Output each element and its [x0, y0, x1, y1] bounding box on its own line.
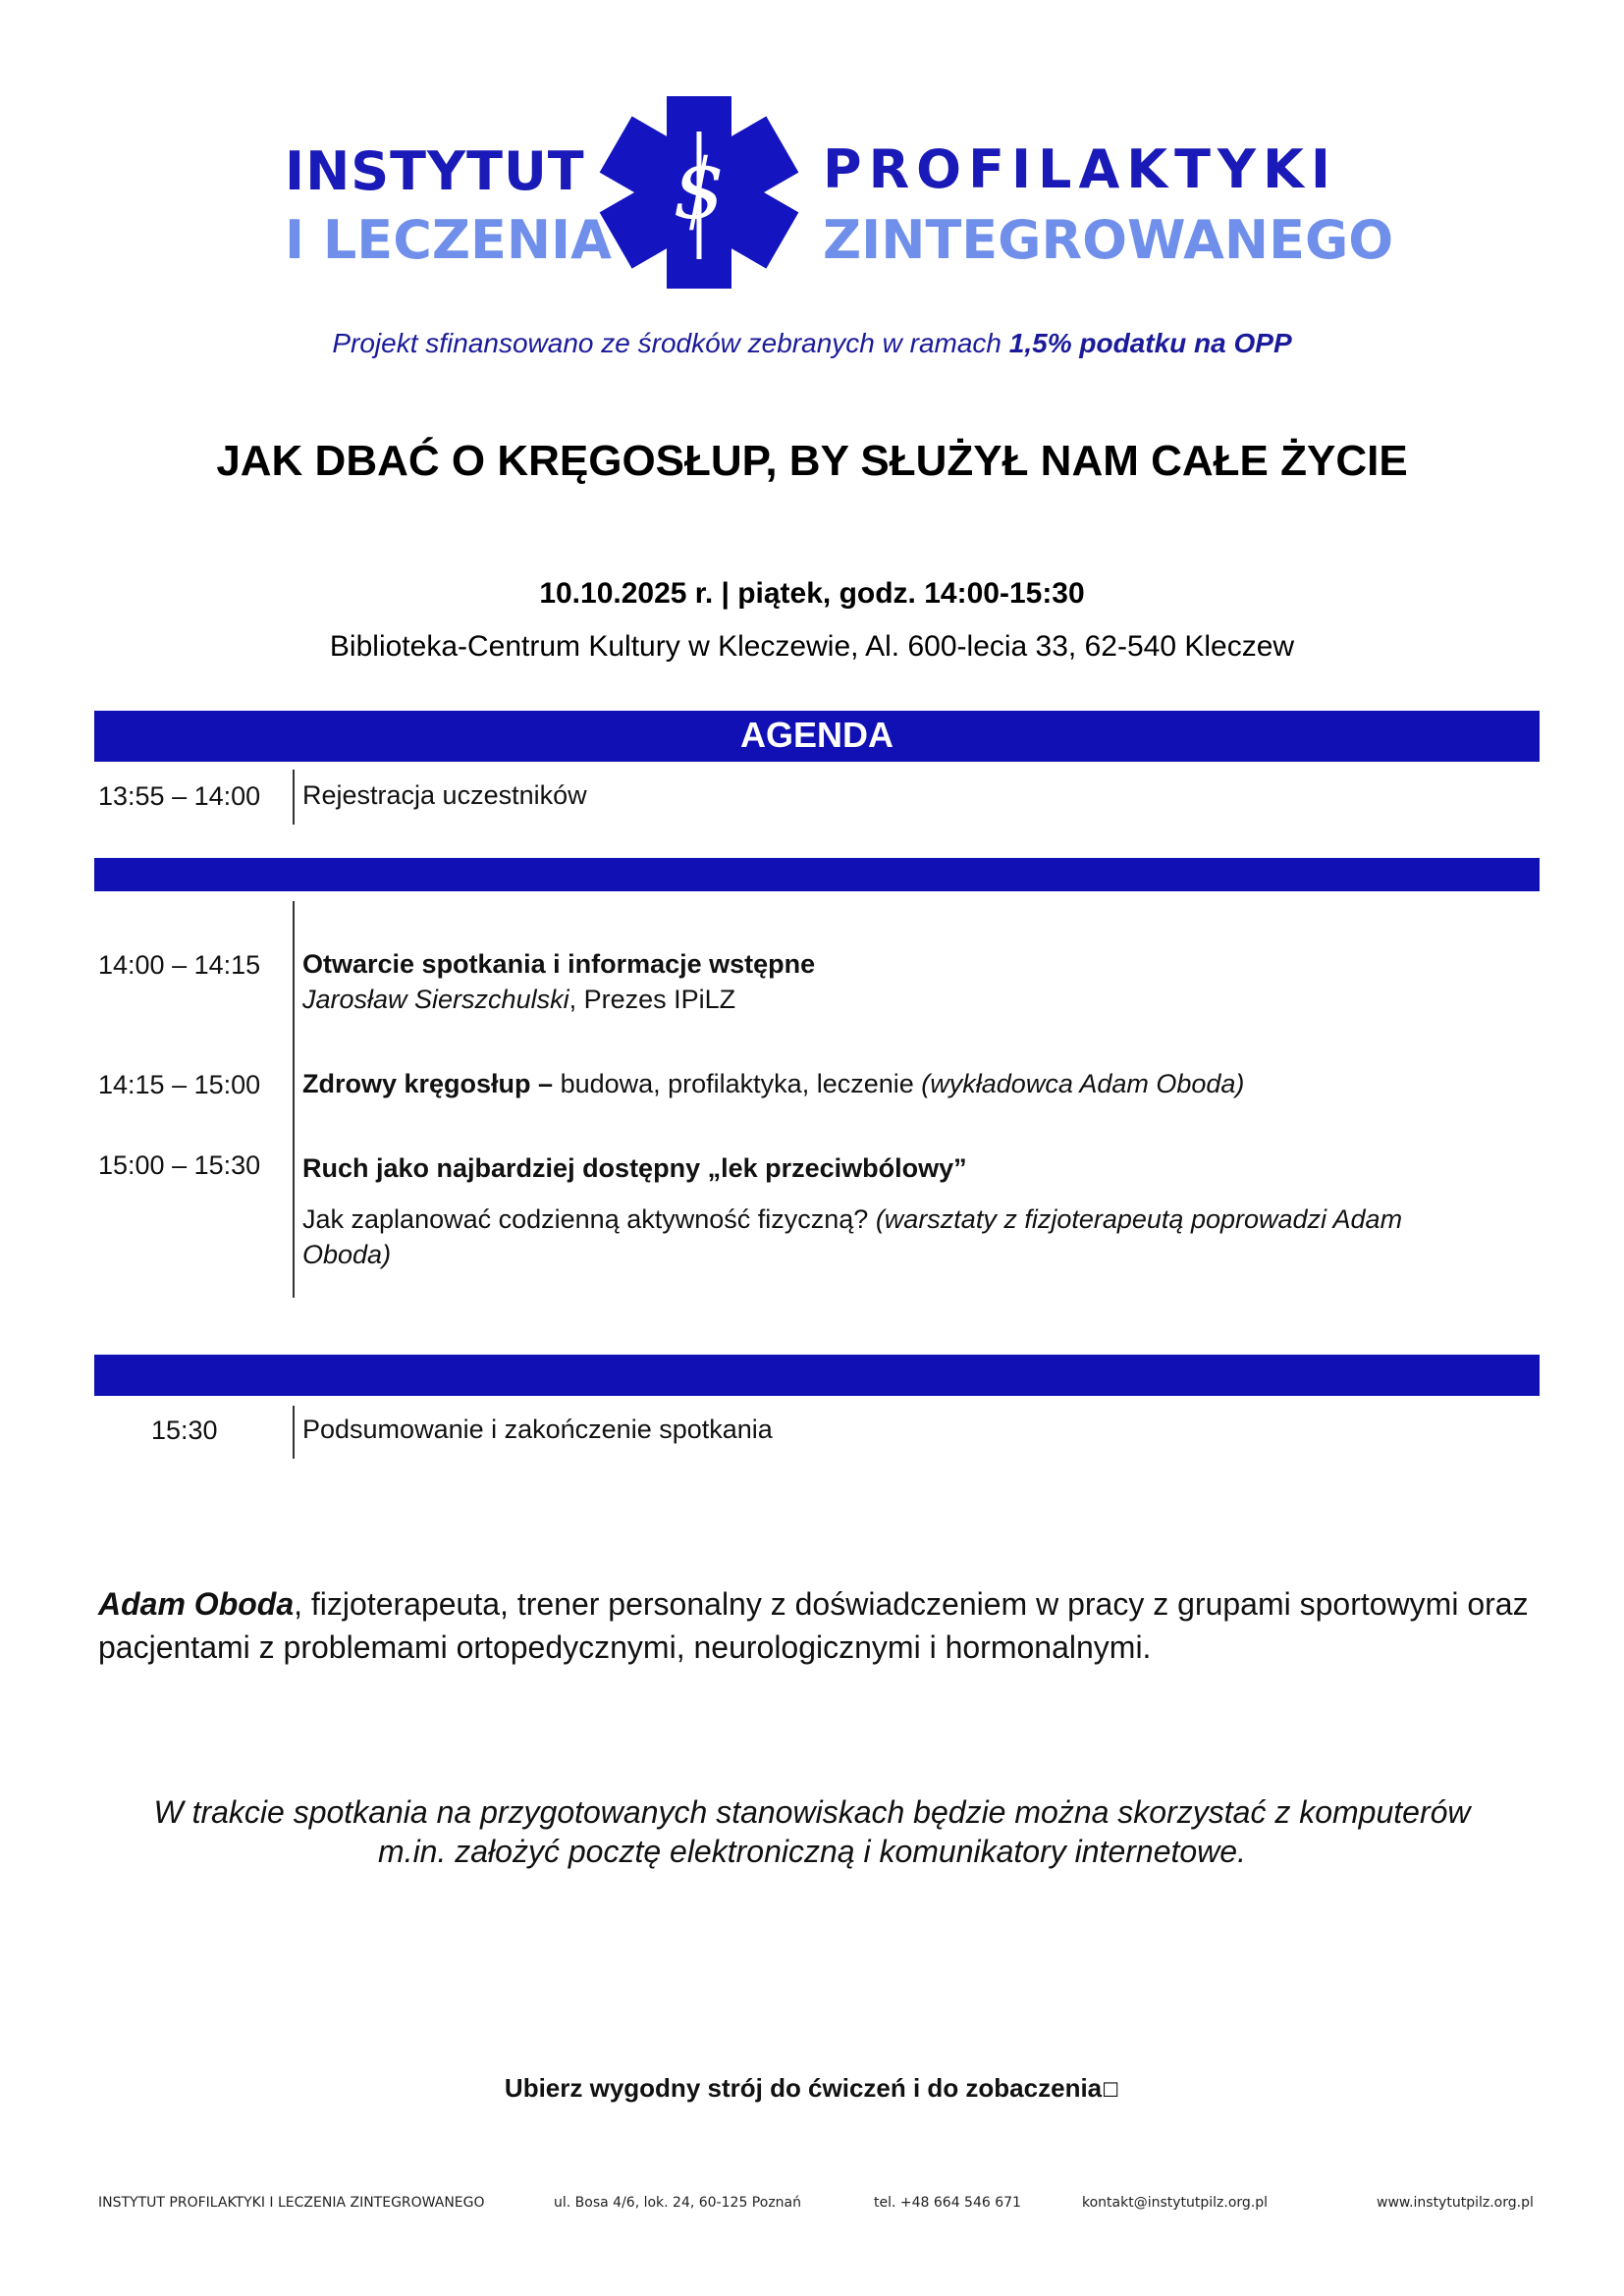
agenda-item-note: (warsztaty z fizjoterapeutą poprowadzi Adam Oboda): [302, 1204, 1403, 1269]
agenda-time-registration: 13:55 – 14:00: [98, 781, 261, 811]
footer-website[interactable]: www.instytutpilz.org.pl: [1377, 2195, 1534, 2211]
agenda-divider: [293, 770, 295, 825]
funding-prefix: Projekt sfinansowano ze środków zebranych w ramach: [332, 328, 1009, 358]
funding-highlight: 1,5% podatku na OPP: [1008, 328, 1292, 358]
agenda-time: 14:00 – 14:15: [98, 950, 261, 980]
closing-line: [0, 2073, 1624, 2104]
agenda-item: [302, 1150, 1481, 1272]
agenda-item-registration: Rejestracja uczestników: [302, 780, 587, 810]
event-title: JAK DBAĆ O KRĘGOSŁUP, BY SŁUŻYŁ NAM CAŁE ŻYCIE: [216, 437, 1408, 485]
computer-note-line1: W trakcie spotkania na przygotowanych stanowiskach będzie można skorzystać z komputerów: [153, 1794, 1471, 1830]
star-of-life-icon: [591, 96, 807, 289]
agenda-item-title: Ruch jako najbardziej dostępny „lek przeciwbólowy”: [302, 1153, 967, 1183]
computer-note-line2: m.in. założyć pocztę elektroniczną i komunikatory internetowe.: [378, 1834, 1246, 1869]
agenda-separator-bar: [94, 1355, 1540, 1396]
agenda-item: [302, 946, 1481, 1017]
speaker-bio-text: , fizjoterapeuta, trener personalny z doświadczeniem w pracy z grupami sportowymi oraz pacjentami z problemami ortopedycznymi, neurologicznymi i hormonalnymi.: [98, 1586, 1529, 1665]
logo-text-i-leczenia: I LECZENIA: [285, 209, 612, 271]
agenda-time: 14:15 – 15:00: [98, 1070, 261, 1099]
agenda-item-text: budowa, profilaktyka, leczenie: [553, 1069, 922, 1098]
agenda-item-note: (wykładowca Adam Oboda): [921, 1069, 1245, 1098]
agenda-divider: [293, 1406, 295, 1459]
agenda-item-title: Otwarcie spotkania i informacje wstępne: [302, 949, 816, 979]
agenda-item: [302, 1066, 1481, 1101]
footer-address: ul. Bosa 4/6, lok. 24, 60-125 Poznań: [554, 2195, 801, 2211]
event-date: 10.10.2025 r. | piątek, godz. 14:00-15:30: [539, 577, 1085, 610]
computer-note: [0, 1792, 1624, 1871]
footer-email[interactable]: kontakt@instytutpilz.org.pl: [1082, 2195, 1269, 2211]
agenda-item-text: Jak zaplanować codzienną aktywność fizyczną?: [302, 1204, 876, 1234]
agenda-divider: [293, 901, 295, 1298]
agenda-item-closing: Podsumowanie i zakończenie spotkania: [302, 1415, 773, 1444]
event-venue: Biblioteka-Centrum Kultury w Kleczewie, Al. 600-lecia 33, 62-540 Kleczew: [329, 630, 1295, 663]
agenda-time: 15:00 – 15:30: [98, 1150, 261, 1180]
agenda-time-closing: 15:30: [151, 1415, 218, 1445]
logo-text-instytut: INSTYTUT: [285, 140, 585, 202]
agenda-speaker-role: , Prezes IPiLZ: [568, 985, 736, 1014]
logo-text-zintegrowanego: ZINTEGROWANEGO: [823, 209, 1394, 271]
agenda-separator-bar: [94, 858, 1540, 891]
logo-text-profilaktyki: PROFILAKTYKI: [823, 138, 1337, 200]
speaker-bio-name: Adam Oboda: [98, 1586, 295, 1622]
closing-glyph-icon: ☐: [1102, 2080, 1120, 2102]
footer-org: INSTYTUT PROFILAKTYKI I LECZENIA ZINTEGROWANEGO: [98, 2195, 485, 2211]
logo-emblem-glyph: $: [673, 141, 726, 238]
agenda-speaker-name: Jarosław Sierszchulski: [302, 985, 569, 1014]
agenda-heading: AGENDA: [739, 715, 893, 755]
funding-note: [0, 328, 1624, 359]
agenda-header-bar: [94, 711, 1540, 762]
footer-phone: tel. +48 664 546 671: [874, 2195, 1021, 2211]
speaker-bio: [98, 1582, 1532, 1669]
agenda-item-title: Zdrowy kręgosłup –: [302, 1069, 554, 1098]
closing-text: Ubierz wygodny strój do ćwiczeń i do zobaczenia: [504, 2073, 1103, 2103]
